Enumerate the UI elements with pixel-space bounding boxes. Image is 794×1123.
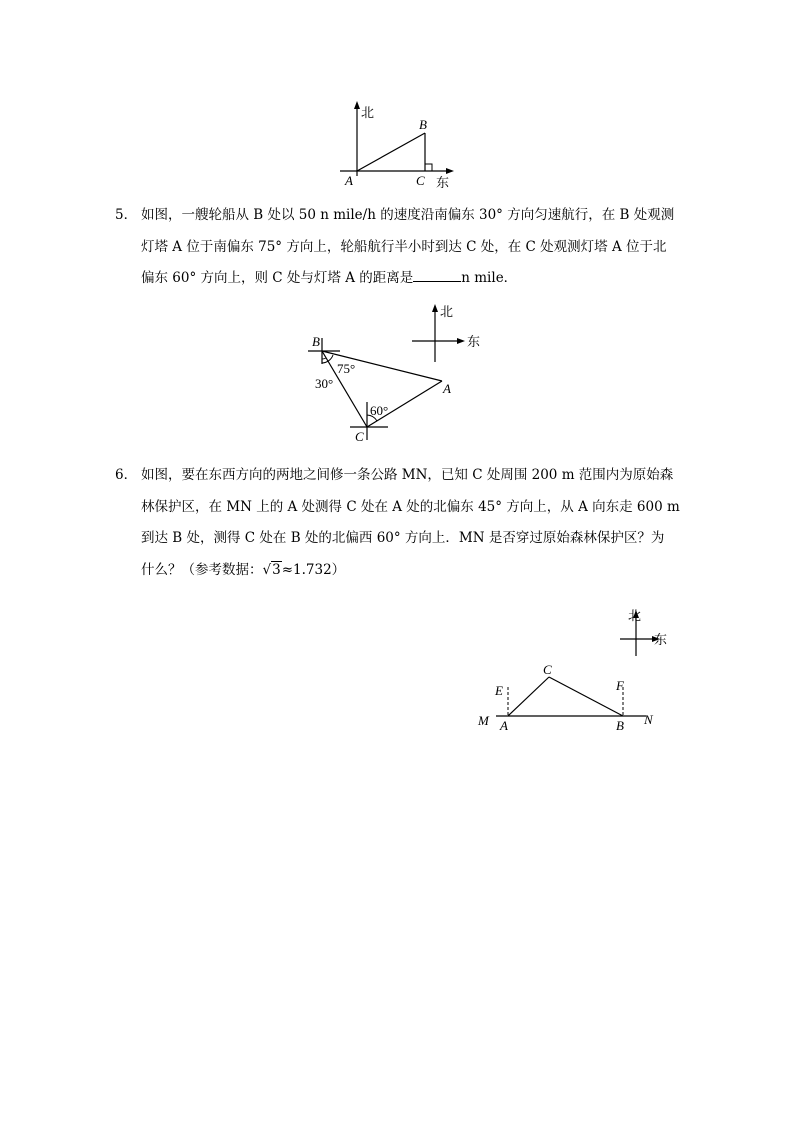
angle-60-label: 60°: [370, 403, 389, 418]
compass-north-label: 北: [440, 305, 454, 320]
angle-75-label: 75°: [337, 361, 356, 376]
problem-text-line: 偏东 60° 方向上，则 C 处与灯塔 A 的距离是: [141, 270, 414, 286]
sqrt-radicand: 3: [272, 561, 281, 578]
segment-ac: [508, 677, 549, 716]
point-c-label: C: [543, 662, 552, 677]
angle-arc-b-inner: [322, 358, 326, 359]
segment-cb: [549, 677, 623, 716]
figure-ship-lighthouse: [300, 300, 500, 450]
problem-number: 6．: [115, 467, 138, 483]
compass-north-label: 北: [628, 609, 642, 624]
east-arrowhead: [446, 168, 454, 174]
figure-right-triangle: [330, 98, 460, 194]
north-label: 北: [361, 106, 375, 121]
right-angle-mark: [425, 164, 432, 171]
compass-north-arrowhead: [432, 304, 438, 312]
problem-number: 5．: [115, 207, 138, 223]
problem-text-line: 什么？（参考数据：: [141, 561, 263, 578]
unit-label: n mile．: [461, 270, 518, 286]
problem-6: [115, 460, 685, 586]
point-a-label: A: [443, 381, 451, 396]
problem-text-line: 林保护区，在 MN 上的 A 处测得 C 处在 A 处的北偏东 45° 方向上，从 A 向东走 600 m: [141, 498, 680, 515]
problem-text-line: ≈1.732）: [281, 561, 346, 578]
point-c-label: C: [416, 173, 425, 188]
problem-text-line: 如图，一艘轮船从 B 处以 50 n mile/h 的速度沿南偏东 30° 方向匀速航行，在 B 处观测: [141, 207, 675, 223]
compass-east-label: 东: [654, 633, 668, 648]
point-a-label: A: [345, 173, 353, 188]
angle-30-label: 30°: [315, 376, 334, 391]
point-c-label: C: [355, 429, 364, 444]
point-b-label: B: [419, 117, 427, 132]
sqrt-expression: √3: [262, 561, 281, 578]
east-label: 东: [436, 176, 450, 191]
problem-text-line: 到达 B 处，测得 C 处在 B 处的北偏西 60° 方向上．MN 是否穿过原始森林保护区？为: [141, 530, 665, 546]
point-e-label: E: [495, 683, 503, 698]
figure-road-mn: [470, 600, 680, 740]
problem-text-line: 如图，要在东西方向的两地之间修一条公路 MN，已知 C 处周围 200 m 范围内为原始森: [141, 467, 674, 483]
point-f-label: F: [616, 678, 624, 693]
point-b-label: B: [616, 718, 624, 733]
problem-5: [115, 200, 685, 295]
compass-east-label: 东: [467, 335, 481, 350]
answer-blank[interactable]: [413, 267, 461, 282]
point-b-label: B: [312, 334, 320, 349]
problem-text-line: 灯塔 A 位于南偏东 75° 方向上，轮船航行半小时到达 C 处，在 C 处观测灯塔 A 位于北: [141, 238, 667, 255]
north-arrowhead: [354, 101, 360, 109]
point-n-label: N: [644, 712, 653, 727]
segment-ab: [357, 133, 425, 171]
point-a-label: A: [500, 718, 508, 733]
compass-east-arrowhead: [457, 338, 465, 344]
point-m-label: M: [478, 713, 489, 728]
